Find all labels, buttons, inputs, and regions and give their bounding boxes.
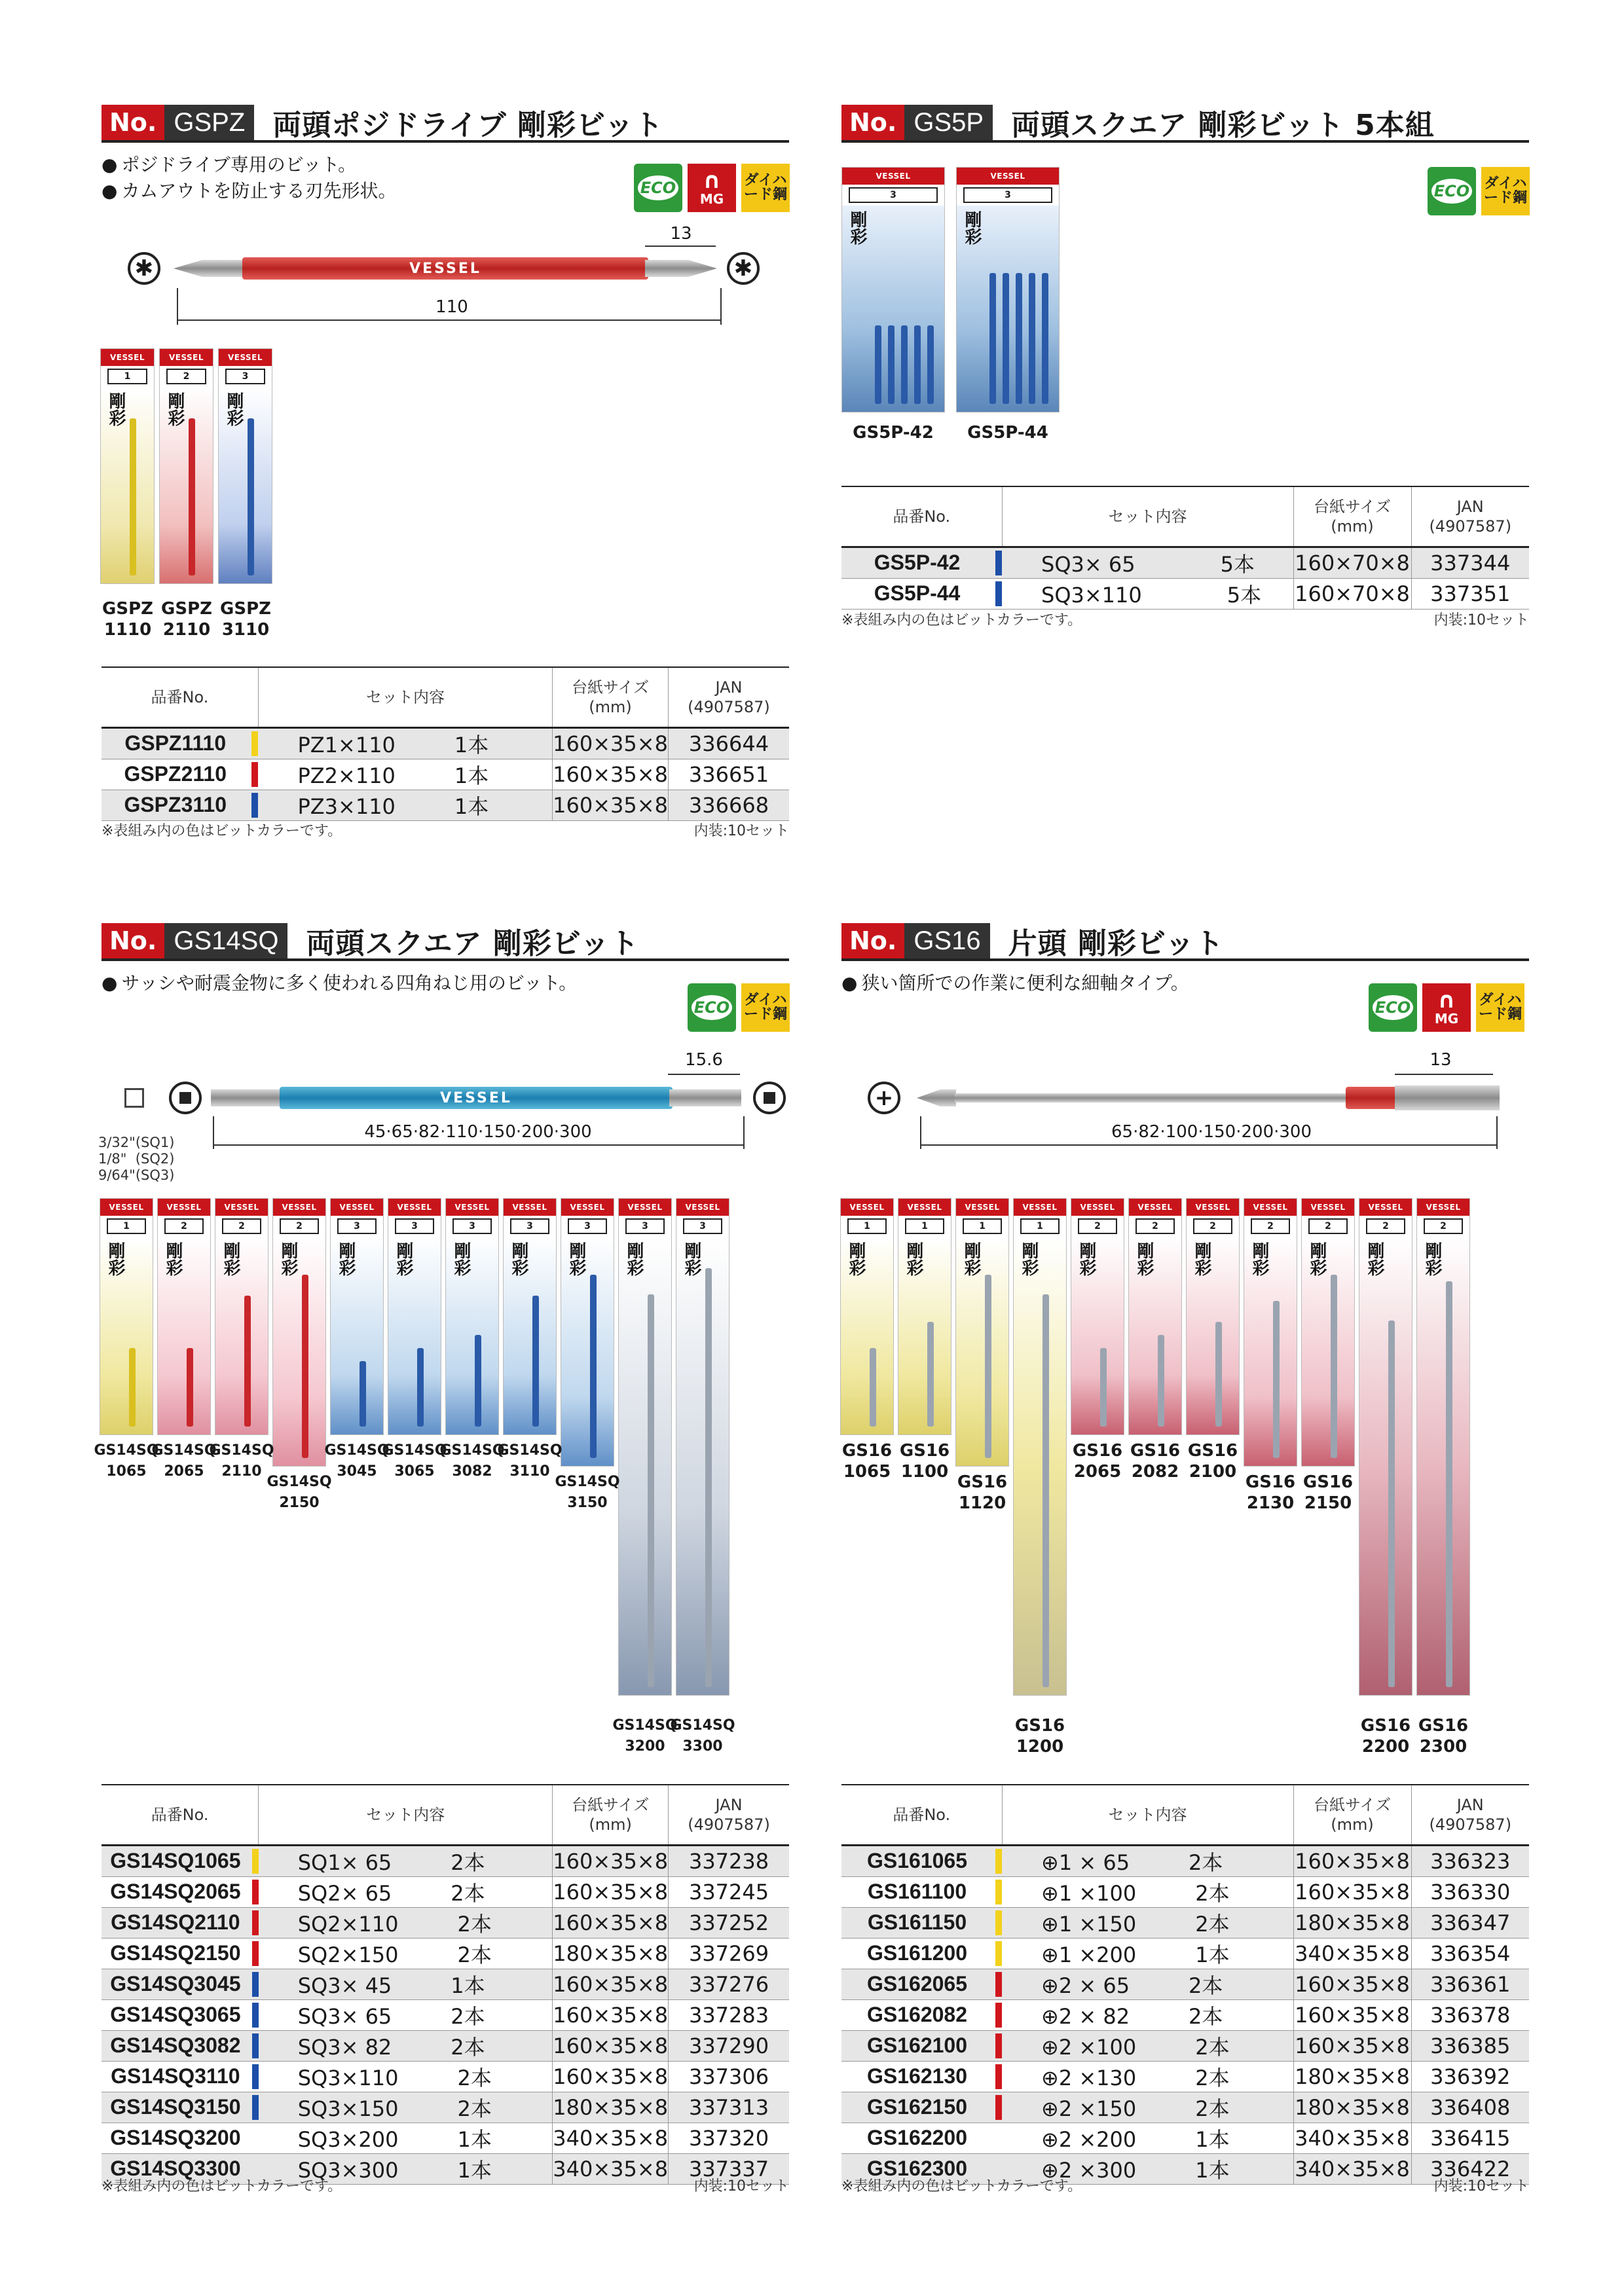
tip-number: 1 [1020, 1218, 1060, 1234]
brand-label: VESSEL [1187, 1199, 1239, 1216]
tip-number: 2 [1424, 1218, 1463, 1234]
package-card [100, 348, 155, 584]
col-header: 品番No. [841, 1785, 1002, 1845]
package-caption: GS16 2082 [1130, 1441, 1181, 1482]
tip-number: 2 [222, 1218, 261, 1234]
tip-number: 2 [164, 1218, 204, 1234]
package-card [272, 1198, 326, 1467]
total-length-dimension: 65·82·100·150·200·300 [1111, 1122, 1312, 1142]
table-row: GS14SQ2065 SQ2× 65 2本 160×35×8 337245 [101, 1876, 789, 1907]
tip-length-dimension: 13 [670, 224, 692, 244]
package-caption: GS14SQ 1065 [94, 1442, 159, 1480]
tip-number: 2 [1366, 1218, 1405, 1234]
package-caption: GS16 2150 [1302, 1472, 1354, 1513]
package-card [388, 1198, 441, 1435]
phillips-tip-icon: + [868, 1082, 900, 1114]
package-caption: GS16 1120 [957, 1472, 1008, 1513]
brand-label: VESSEL [676, 1199, 729, 1216]
inner-pack-note: 内装:10セット [693, 2178, 789, 2195]
package-card [503, 1198, 557, 1435]
section-title: 片頭 剛彩ビット [1008, 927, 1225, 960]
spec-table-gs16 [841, 1784, 1529, 2185]
table-row: GSPZ3110 PZ3×110 1本 160×35×8 336668 [101, 790, 789, 820]
table-row: GS162150 ⊕2 ×150 2本 180×35×8 336408 [841, 2092, 1529, 2123]
brand-label: VESSEL [158, 1199, 210, 1216]
tip-number: 1 [107, 1218, 146, 1234]
tip-number: 2 [1193, 1218, 1232, 1234]
tip-number: 3 [849, 187, 938, 203]
feature-item: ● サッシや耐震金物に多く使われる四角ねじ用のビット。 [101, 970, 789, 996]
bit-brand-label: VESSEL [280, 1087, 673, 1109]
package-caption: GS14SQ 2110 [209, 1442, 274, 1480]
table-row: GS14SQ3082 SQ3× 82 2本 160×35×8 337290 [101, 2030, 789, 2061]
section-title: 両頭ポジドライブ 剛彩ビット [272, 109, 664, 142]
inner-pack-note: 内装:10セット [693, 823, 789, 839]
section-header [101, 105, 789, 143]
section-title: 両頭スクエア 剛彩ビット [306, 927, 640, 960]
table-row: GS161200 ⊕1 ×200 1本 340×35×8 336354 [841, 1938, 1529, 1969]
brand-label: VESSEL [898, 1199, 951, 1216]
brand-label: VESSEL [957, 168, 1059, 185]
spec-table-gspz [101, 666, 789, 821]
col-header: 台紙サイズ (mm) [553, 667, 669, 727]
badge-group [688, 983, 790, 1032]
color-note: ※表組み内の色はビットカラーです。 [101, 823, 342, 839]
table-row: GS161065 ⊕1 × 65 2本 160×35×8 336323 [841, 1845, 1529, 1876]
tip-number: 1 [905, 1218, 944, 1234]
package-card [840, 1198, 894, 1435]
eco-badge-icon: ECO [634, 164, 682, 212]
package-card [1013, 1198, 1067, 1696]
product-no-label: No. GS5P [841, 105, 993, 140]
table-row: GS162100 ⊕2 ×100 2本 160×35×8 336385 [841, 2030, 1529, 2061]
table-row: GSPZ2110 PZ2×110 1本 160×35×8 336651 [101, 759, 789, 790]
tip-number: 2 [280, 1218, 319, 1234]
bit-illustration [211, 1082, 741, 1114]
section-title: 両頭スクエア 剛彩ビット 5本組 [1011, 109, 1435, 142]
brand-label: VESSEL [273, 1199, 325, 1216]
col-header: JAN (4907587) [1411, 486, 1529, 547]
package-caption: GS16 1200 [1014, 1716, 1065, 1757]
tip-number: 3 [683, 1218, 722, 1234]
spec-table-gs14sq [101, 1784, 789, 2185]
col-header: JAN (4907587) [1411, 1785, 1529, 1845]
product-code: GS16 [904, 923, 989, 958]
package-card [100, 1198, 153, 1435]
tip-number: 3 [510, 1218, 549, 1234]
brand-label: VESSEL [1359, 1199, 1412, 1216]
sq-size-label: 1/8" (SQ2) [98, 1151, 175, 1167]
package-kanji: 剛彩 [682, 1242, 701, 1276]
product-code: GS5P [904, 105, 993, 140]
sq-size-label: 3/32"(SQ1) [98, 1135, 175, 1150]
package-kanji: 剛彩 [1307, 1242, 1327, 1276]
package-kanji: 剛彩 [962, 211, 982, 245]
package-kanji: 剛彩 [224, 392, 244, 426]
package-card [618, 1198, 672, 1696]
package-kanji: 剛彩 [566, 1242, 586, 1276]
table-row: GS161150 ⊕1 ×150 2本 180×35×8 336347 [841, 1907, 1529, 1938]
package-kanji: 剛彩 [106, 392, 126, 426]
magnet-badge-icon: ∩ MG [1422, 983, 1471, 1032]
brand-label: VESSEL [388, 1199, 441, 1216]
brand-label: VESSEL [1014, 1199, 1066, 1216]
brand-label: VESSEL [841, 1199, 893, 1216]
magnet-badge-icon: ∩ MG [688, 164, 736, 212]
package-caption: GSPZ 3110 [220, 599, 271, 640]
tip-number: 3 [395, 1218, 434, 1234]
package-kanji: 剛彩 [163, 1242, 183, 1276]
eco-badge-icon: ECO [1369, 983, 1417, 1032]
pozidriv-tip-icon: ✱ [128, 252, 160, 285]
brand-label: VESSEL [1071, 1199, 1124, 1216]
feature-item: ● カムアウトを防止する刃先形状。 [101, 178, 789, 204]
brand-label: VESSEL [215, 1199, 268, 1216]
bit-illustration [917, 1082, 1500, 1114]
total-length-dimension: 110 [435, 297, 468, 317]
brand-label: VESSEL [1302, 1199, 1354, 1216]
tip-number: 2 [1135, 1218, 1175, 1234]
package-kanji: 剛彩 [1365, 1242, 1384, 1276]
package-kanji: 剛彩 [1249, 1242, 1269, 1276]
square-open-icon [124, 1088, 144, 1108]
spec-table-gs5p [841, 486, 1529, 610]
package-card [218, 348, 272, 584]
table-row: GS14SQ2150 SQ2×150 2本 180×35×8 337269 [101, 1938, 789, 1969]
package-caption: GS16 1100 [899, 1441, 950, 1482]
brand-label: VESSEL [842, 168, 944, 185]
table-row: GS5P-42 SQ3× 65 5本 160×70×8 337344 [841, 547, 1529, 578]
tip-number: 3 [452, 1218, 492, 1234]
tip-number: 3 [568, 1218, 607, 1234]
package-card [445, 1198, 499, 1435]
package-card [841, 167, 945, 412]
eco-badge-icon: ECO [1428, 167, 1476, 215]
table-row: GS14SQ3065 SQ3× 65 2本 160×35×8 337283 [101, 1999, 789, 2030]
package-caption: GS14SQ 3110 [497, 1442, 563, 1480]
brand-label: VESSEL [331, 1199, 383, 1216]
square-tip-icon [169, 1082, 202, 1114]
package-kanji: 剛彩 [451, 1242, 471, 1276]
inner-pack-note: 内装:10セット [1433, 2178, 1529, 2195]
package-card [1244, 1198, 1297, 1467]
package-kanji: 剛彩 [509, 1242, 528, 1276]
package-card [1128, 1198, 1182, 1435]
table-row: GS14SQ1065 SQ1× 65 2本 160×35×8 337238 [101, 1845, 789, 1876]
package-kanji: 剛彩 [221, 1242, 240, 1276]
brand-label: VESSEL [219, 349, 272, 366]
table-row: GS14SQ3150 SQ3×150 2本 180×35×8 337313 [101, 2092, 789, 2123]
brand-label: VESSEL [1129, 1199, 1181, 1216]
table-row: GS14SQ3045 SQ3× 45 1本 160×35×8 337276 [101, 1969, 789, 1999]
section-header [841, 923, 1529, 961]
col-header: JAN (4907587) [668, 667, 789, 727]
product-code: GS14SQ [164, 923, 287, 958]
tip-number: 3 [625, 1218, 665, 1234]
brand-label: VESSEL [160, 349, 213, 366]
col-header: セット内容 [1002, 1785, 1293, 1845]
badge-group [634, 164, 790, 212]
diehard-steel-badge: ダイハード鋼 [741, 164, 790, 212]
package-kanji: 剛彩 [105, 1242, 125, 1276]
feature-list [101, 970, 789, 996]
package-card [561, 1198, 614, 1467]
badge-group [1369, 983, 1524, 1032]
tip-length-dimension: 13 [1430, 1050, 1452, 1070]
table-row: GS162065 ⊕2 × 65 2本 160×35×8 336361 [841, 1969, 1529, 1999]
package-kanji: 剛彩 [1077, 1242, 1096, 1276]
product-no-label: No. GS16 [841, 923, 990, 958]
table-row: GS162082 ⊕2 × 82 2本 160×35×8 336378 [841, 1999, 1529, 2030]
package-caption: GS16 2300 [1418, 1716, 1469, 1757]
table-row: GS14SQ3300 SQ3×300 1本 340×35×8 337337 [101, 2153, 789, 2184]
package-card [1186, 1198, 1240, 1435]
feature-item: ● ポジドライブ専用のビット。 [101, 152, 789, 178]
brand-label: VESSEL [100, 1199, 153, 1216]
package-caption: GS16 2130 [1245, 1472, 1296, 1513]
package-kanji: 剛彩 [165, 392, 185, 426]
tip-number: 2 [1308, 1218, 1348, 1234]
diehard-steel-badge: ダイハード鋼 [741, 983, 790, 1032]
sq-size-label: 9/64"(SQ3) [98, 1167, 175, 1183]
table-row: GS14SQ3110 SQ3×110 2本 160×35×8 337306 [101, 2061, 789, 2092]
package-caption: GSPZ 2110 [161, 599, 212, 640]
tip-number: 2 [1078, 1218, 1117, 1234]
col-header: 品番No. [101, 667, 258, 727]
package-caption: GS14SQ 3065 [382, 1442, 447, 1480]
table-row: GSPZ1110 PZ1×110 1本 160×35×8 336644 [101, 727, 789, 759]
package-card [1416, 1198, 1470, 1696]
brand-label: VESSEL [956, 1199, 1008, 1216]
package-card [1071, 1198, 1124, 1435]
package-card [898, 1198, 951, 1435]
package-kanji: 剛彩 [624, 1242, 644, 1276]
color-note: ※表組み内の色はビットカラーです。 [841, 612, 1082, 629]
eco-badge-icon: ECO [688, 983, 736, 1032]
section-gs5p [841, 105, 1529, 143]
package-kanji: 剛彩 [961, 1242, 981, 1276]
package-caption: GS5P-42 [853, 423, 934, 443]
package-caption: GS14SQ 3082 [439, 1442, 505, 1480]
package-caption: GS14SQ 3045 [324, 1442, 390, 1480]
package-caption: GS16 2065 [1072, 1441, 1123, 1482]
inner-pack-note: 内装:10セット [1433, 612, 1529, 629]
package-caption: GS16 2100 [1187, 1441, 1238, 1482]
package-card [676, 1198, 729, 1696]
bit-brand-label: VESSEL [242, 257, 648, 280]
tip-number: 3 [337, 1218, 377, 1234]
tip-length-dimension: 15.6 [685, 1050, 723, 1070]
table-row: GS5P-44 SQ3×110 5本 160×70×8 337351 [841, 578, 1529, 609]
color-note: ※表組み内の色はビットカラーです。 [841, 2178, 1082, 2195]
package-caption: GS14SQ 2065 [151, 1442, 217, 1480]
section-header [841, 105, 1529, 143]
feature-item: ● 狭い箇所での作業に便利な細軸タイプ。 [841, 970, 1529, 996]
table-row: GS14SQ3200 SQ3×200 1本 340×35×8 337320 [101, 2123, 789, 2153]
package-caption: GS16 1065 [841, 1441, 893, 1482]
package-kanji: 剛彩 [1422, 1242, 1442, 1276]
badge-group [1428, 167, 1530, 215]
product-no-label: No. GS14SQ [101, 923, 287, 958]
package-kanji: 剛彩 [1192, 1242, 1211, 1276]
square-tip-icon [753, 1082, 786, 1114]
col-header: 台紙サイズ (mm) [1293, 1785, 1411, 1845]
package-card [330, 1198, 384, 1435]
brand-label: VESSEL [1417, 1199, 1469, 1216]
col-header: セット内容 [258, 667, 552, 727]
package-caption: GS14SQ 3300 [670, 1717, 735, 1755]
diehard-steel-badge: ダイハード鋼 [1476, 983, 1524, 1032]
brand-label: VESSEL [504, 1199, 556, 1216]
package-kanji: 剛彩 [336, 1242, 356, 1276]
package-card [1301, 1198, 1355, 1467]
table-row: GS162130 ⊕2 ×130 2本 180×35×8 336392 [841, 2061, 1529, 2092]
package-caption: GS5P-44 [967, 423, 1048, 443]
tip-number: 2 [1251, 1218, 1290, 1234]
package-card [955, 1198, 1009, 1467]
package-card [215, 1198, 268, 1435]
color-note: ※表組み内の色はビットカラーです。 [101, 2178, 342, 2195]
table-row: GS162300 ⊕2 ×300 1本 340×35×8 336422 [841, 2153, 1529, 2184]
col-header: 台紙サイズ (mm) [553, 1785, 669, 1845]
diehard-steel-badge: ダイハード鋼 [1481, 167, 1530, 215]
col-header: セット内容 [1002, 486, 1293, 547]
package-kanji: 剛彩 [846, 1242, 866, 1276]
package-kanji: 剛彩 [904, 1242, 923, 1276]
col-header: JAN (4907587) [669, 1785, 789, 1845]
total-length-dimension: 45·65·82·110·150·200·300 [364, 1122, 592, 1142]
tip-number: 3 [963, 187, 1052, 203]
table-row: GS161100 ⊕1 ×100 2本 160×35×8 336330 [841, 1876, 1529, 1907]
package-kanji: 剛彩 [278, 1242, 298, 1276]
brand-label: VESSEL [561, 1199, 614, 1216]
tip-number: 1 [847, 1218, 887, 1234]
section-header [101, 923, 789, 961]
product-code: GSPZ [164, 105, 254, 140]
tip-number: 1 [963, 1218, 1002, 1234]
package-card [956, 167, 1060, 412]
package-caption: GS14SQ 3200 [612, 1717, 678, 1755]
package-card [157, 1198, 211, 1435]
tip-number: 2 [166, 369, 206, 384]
package-caption: GSPZ 1110 [102, 599, 153, 640]
brand-label: VESSEL [1244, 1199, 1297, 1216]
package-caption: GS16 2200 [1360, 1716, 1411, 1757]
package-kanji: 剛彩 [1019, 1242, 1039, 1276]
table-row: GS14SQ2110 SQ2×110 2本 160×35×8 337252 [101, 1907, 789, 1938]
package-kanji: 剛彩 [394, 1242, 413, 1276]
col-header: 品番No. [841, 486, 1002, 547]
col-header: 品番No. [101, 1785, 259, 1845]
table-row: GS162200 ⊕2 ×200 1本 340×35×8 336415 [841, 2123, 1529, 2153]
tip-number: 3 [225, 369, 265, 384]
brand-label: VESSEL [101, 349, 154, 366]
package-card [1359, 1198, 1412, 1696]
brand-label: VESSEL [619, 1199, 671, 1216]
package-kanji: 剛彩 [1134, 1242, 1154, 1276]
brand-label: VESSEL [446, 1199, 498, 1216]
tip-number: 1 [107, 369, 147, 384]
bit-illustration [174, 252, 717, 285]
package-card [159, 348, 213, 584]
product-no-label: No. GSPZ [101, 105, 254, 140]
col-header: セット内容 [259, 1785, 553, 1845]
section-gs14sq [101, 923, 789, 996]
col-header: 台紙サイズ (mm) [1293, 486, 1411, 547]
package-kanji: 剛彩 [847, 211, 867, 245]
package-caption: GS14SQ 3150 [555, 1474, 620, 1511]
package-caption: GS14SQ 2150 [267, 1474, 332, 1511]
pozidriv-tip-icon: ✱ [727, 252, 760, 285]
